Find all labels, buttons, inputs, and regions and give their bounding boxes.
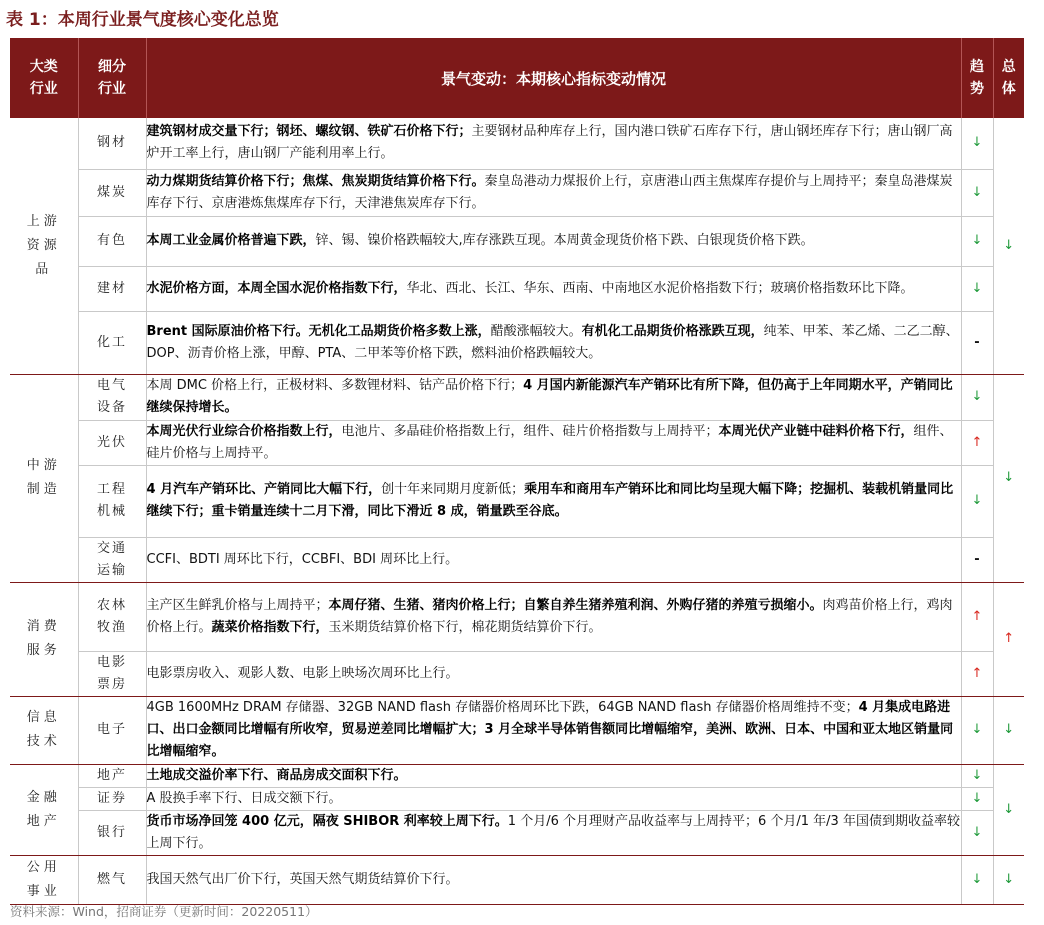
arrow-down-icon: ↓ — [971, 871, 983, 887]
indicator-description — [146, 810, 961, 855]
major-category-label: 金融地产 — [26, 789, 61, 829]
indicator-description — [146, 374, 961, 420]
indicator-description — [146, 537, 961, 582]
arrow-down-icon: ↓ — [1003, 871, 1015, 887]
page-title: 表 1：本周行业景气度核心变化总览 — [6, 10, 279, 30]
indicator-description — [146, 787, 961, 810]
sub-industry-label: 光伏 — [96, 434, 127, 450]
description-highlight: 建筑钢材成交量下行；钢坯、螺纹钢、铁矿石价格下行； — [146, 124, 472, 140]
description-text: 醋酸涨幅较大。 — [490, 323, 582, 339]
arrow-down-icon: ↓ — [1003, 801, 1015, 817]
sub-industry-label: 钢材 — [96, 135, 127, 151]
arrow-down-icon: ↓ — [971, 233, 983, 248]
arrow-down-icon: ↓ — [1003, 470, 1015, 485]
header-row — [10, 38, 1024, 118]
arrow-down-icon: ↓ — [971, 280, 983, 296]
sub-industry — [78, 651, 146, 696]
table-row — [10, 696, 1024, 764]
arrow-up-icon: ↑ — [971, 608, 983, 624]
description-highlight: 乘用车和商用车产销环比和同比均呈现大幅下降；挖掘机、装载机销量同比继续下行；重卡销量连续十二月下滑，同比下滑近 8 成，销量跌至谷底。 — [146, 482, 954, 519]
major-category-label: 信息技术 — [26, 710, 61, 749]
sub-industry-label: 建材 — [96, 280, 127, 296]
header-sub: 细分 行业 — [78, 38, 146, 118]
description-highlight: 本周工业金属价格普遍下跌， — [146, 233, 316, 248]
table-row — [10, 810, 1024, 855]
description-text: 创十年来同期月度新低； — [381, 482, 525, 497]
description-text: 华北、西北、长江、华东、西南、中南地区水泥价格指数下行；玻璃价格指数环比下降。 — [406, 280, 914, 296]
major-category-label: 上游资源品 — [26, 213, 61, 277]
industry-table — [10, 38, 1024, 905]
description-highlight: 本周光伏产业链中硅料价格下行， — [718, 423, 914, 439]
description-text: 玉米期货结算价格下行，棉花期货结算价下行。 — [328, 619, 602, 635]
table-row — [10, 651, 1024, 696]
major-category-label: 中游制造 — [26, 458, 61, 497]
arrow-up-icon: ↑ — [1003, 631, 1015, 646]
table-row — [10, 764, 1024, 787]
sub-industry-label: 煤炭 — [96, 184, 127, 200]
sub-industry-label: 农林牧渔 — [96, 597, 127, 635]
major-category — [10, 764, 78, 855]
description-text: 纯苯、甲苯、苯乙烯、二乙二醇、DOP、沥青价格上涨，甲醇、PTA、二甲苯等价格下跌，燃料油价格跌幅较大。 — [146, 323, 959, 361]
table-row — [10, 855, 1024, 904]
description-highlight: 水泥价格方面，本周全国水泥价格指数下行， — [146, 280, 407, 296]
trend-indicator — [961, 764, 993, 787]
sub-industry — [78, 855, 146, 904]
major-category — [10, 374, 78, 582]
arrow-down-icon: ↓ — [971, 722, 983, 737]
sub-industry-label: 电气设备 — [96, 378, 127, 415]
header-trend: 趋 势 — [961, 38, 993, 118]
trend-indicator — [961, 582, 993, 651]
overall-trend — [993, 374, 1024, 582]
overall-trend — [993, 764, 1024, 855]
description-text: CCFI、BDTI 周环比下行，CCBFI、BDI 周环比上行。 — [146, 551, 459, 567]
sub-industry — [78, 118, 146, 169]
sub-industry — [78, 169, 146, 216]
arrow-down-icon: ↓ — [971, 389, 983, 404]
sub-industry — [78, 764, 146, 787]
indicator-description — [146, 118, 961, 169]
description-text: 我国天然气出厂价下行，英国天然气期货结算价下行。 — [146, 871, 459, 887]
table-row — [10, 420, 1024, 465]
sub-industry-label: 化工 — [96, 334, 127, 350]
description-text: 本周 DMC 价格上行，正极材料、多数锂材料、钴产品价格下行； — [146, 378, 524, 393]
arrow-up-icon: ↑ — [971, 665, 983, 681]
description-text: 电影票房收入、观影人数、电影上映场次周环比上行。 — [146, 665, 459, 681]
indicator-description — [146, 266, 961, 311]
description-text: 肉鸡苗价格上行，鸡肉价格上行。 — [146, 597, 953, 635]
indicator-description — [146, 855, 961, 904]
major-category — [10, 696, 78, 764]
sub-industry — [78, 465, 146, 537]
sub-industry-label: 电影票房 — [96, 654, 127, 692]
indicator-description — [146, 696, 961, 764]
table-row — [10, 311, 1024, 374]
description-text: 主产区生鲜乳价格与上周持平； — [146, 597, 329, 613]
table-row — [10, 582, 1024, 651]
description-highlight: 土地成交溢价率下行、商品房成交面积下行。 — [146, 767, 407, 783]
description-highlight: 有机化工品期货价格涨跌互现， — [581, 323, 764, 339]
sub-industry — [78, 216, 146, 266]
sub-industry-label: 燃气 — [96, 871, 127, 887]
description-text: 锌、锡、镍价格跌幅较大,库存涨跌互现。本周黄金现货价格下跌、白银现货价格下跌。 — [315, 233, 814, 248]
overall-trend — [993, 118, 1024, 374]
indicator-description — [146, 764, 961, 787]
description-highlight: 4 月国内新能源汽车产销环比有所下降，但仍高于上年同期水平，产销同比继续保持增长。 — [146, 378, 953, 415]
sub-industry — [78, 696, 146, 764]
header-total: 总 体 — [993, 38, 1024, 118]
indicator-description — [146, 651, 961, 696]
description-text: 秦皇岛港动力煤报价上行，京唐港山西主焦煤库存提价与上周持平；秦皇岛港煤炭库存下行、京唐港炼焦煤库存下行，天津港焦炭库存下行。 — [146, 173, 953, 211]
overall-trend — [993, 855, 1024, 904]
trend-indicator — [961, 787, 993, 810]
major-category-label: 公用事业 — [26, 859, 61, 899]
table-row — [10, 537, 1024, 582]
major-category — [10, 118, 78, 374]
dash-icon: - — [974, 551, 980, 567]
description-highlight: Brent 国际原油价格下行。无机化工品期货价格多数上涨， — [146, 323, 491, 339]
description-text: 1 个月/6 个月理财产品收益率与上周持平；6 个月/1 年/3 年国债到期收益率较上周下行。 — [146, 813, 960, 851]
description-highlight: 4 月集成电路进口、出口金额同比增幅有所收窄，贸易逆差同比增幅扩大；3 月全球半导体销售额同比增幅缩窄，美洲、欧洲、日本、中国和亚太地区销量同比增幅缩窄。 — [146, 700, 954, 759]
description-text: 4GB 1600MHz DRAM 存储器、32GB NAND flash 存储器价格周环比下跌，64GB NAND flash 存储器价格周维持不变； — [146, 700, 859, 715]
sub-industry-label: 证券 — [96, 790, 127, 806]
overall-trend — [993, 582, 1024, 696]
arrow-down-icon: ↓ — [971, 767, 983, 783]
description-text: 电池片、多晶硅价格指数上行，组件、硅片价格指数与上周持平； — [341, 423, 719, 439]
table-row — [10, 465, 1024, 537]
sub-industry — [78, 311, 146, 374]
arrow-down-icon: ↓ — [971, 790, 983, 806]
trend-indicator — [961, 855, 993, 904]
sub-industry-label: 银行 — [96, 824, 127, 840]
trend-indicator — [961, 420, 993, 465]
description-highlight: 蔬菜价格指数下行， — [211, 619, 329, 635]
description-highlight: 本周光伏行业综合价格指数上行， — [146, 423, 342, 439]
description-text: A 股换手率下行、日成交额下行。 — [146, 790, 342, 806]
trend-indicator — [961, 696, 993, 764]
description-text: 组件、硅片价格与上周持平。 — [146, 423, 953, 461]
sub-industry-label: 工程机械 — [96, 482, 127, 519]
arrow-down-icon: ↓ — [1003, 237, 1015, 253]
indicator-description — [146, 169, 961, 216]
sub-industry — [78, 374, 146, 420]
trend-indicator — [961, 216, 993, 266]
sub-industry — [78, 810, 146, 855]
trend-indicator — [961, 374, 993, 420]
description-highlight: 动力煤期货结算价格下行；焦煤、焦炭期货结算价格下行。 — [146, 173, 485, 189]
overall-trend — [993, 696, 1024, 764]
major-category — [10, 582, 78, 696]
header-desc: 景气变动：本期核心指标变动情况 — [146, 38, 961, 118]
table-row — [10, 169, 1024, 216]
arrow-up-icon: ↑ — [971, 434, 983, 450]
description-highlight: 4 月汽车产销环比、产销同比大幅下行， — [146, 482, 382, 497]
sub-industry — [78, 537, 146, 582]
indicator-description — [146, 311, 961, 374]
description-highlight: 货币市场净回笼 400 亿元，隔夜 SHIBOR 利率较上周下行。 — [146, 813, 508, 829]
major-category — [10, 855, 78, 904]
arrow-down-icon: ↓ — [971, 135, 983, 151]
trend-indicator — [961, 465, 993, 537]
sub-industry — [78, 420, 146, 465]
header-major: 大类 行业 — [10, 38, 78, 118]
indicator-description — [146, 420, 961, 465]
trend-indicator — [961, 266, 993, 311]
sub-industry-label: 电子 — [96, 722, 127, 737]
table-row — [10, 118, 1024, 169]
trend-indicator — [961, 537, 993, 582]
indicator-description — [146, 582, 961, 651]
sub-industry-label: 地产 — [96, 767, 127, 783]
table-row — [10, 374, 1024, 420]
indicator-description — [146, 465, 961, 537]
major-category-label: 消费服务 — [26, 619, 61, 658]
sub-industry — [78, 582, 146, 651]
trend-indicator — [961, 169, 993, 216]
sub-industry-label: 交通运输 — [96, 540, 127, 578]
trend-indicator — [961, 311, 993, 374]
arrow-down-icon: ↓ — [971, 493, 983, 508]
arrow-down-icon: ↓ — [971, 184, 983, 200]
arrow-down-icon: ↓ — [1003, 722, 1015, 737]
table-row — [10, 787, 1024, 810]
description-highlight: 本周仔猪、生猪、猪肉价格上行；自繁自养生猪养殖利润、外购仔猪的养殖亏损缩小。 — [328, 597, 823, 613]
dash-icon: - — [974, 334, 980, 350]
trend-indicator — [961, 651, 993, 696]
trend-indicator — [961, 810, 993, 855]
table-row — [10, 216, 1024, 266]
table-row — [10, 266, 1024, 311]
sub-industry — [78, 787, 146, 810]
source-note: 资料来源：Wind，招商证券（更新时间：20220511） — [10, 904, 318, 919]
trend-indicator — [961, 118, 993, 169]
description-text: 主要钢材品种库存上行，国内港口铁矿石库存下行，唐山钢坯库存下行；唐山钢厂高炉开工率上行，唐山钢厂产能利用率上行。 — [146, 124, 953, 162]
arrow-down-icon: ↓ — [971, 824, 983, 840]
indicator-description — [146, 216, 961, 266]
sub-industry-label: 有色 — [96, 233, 127, 248]
sub-industry — [78, 266, 146, 311]
